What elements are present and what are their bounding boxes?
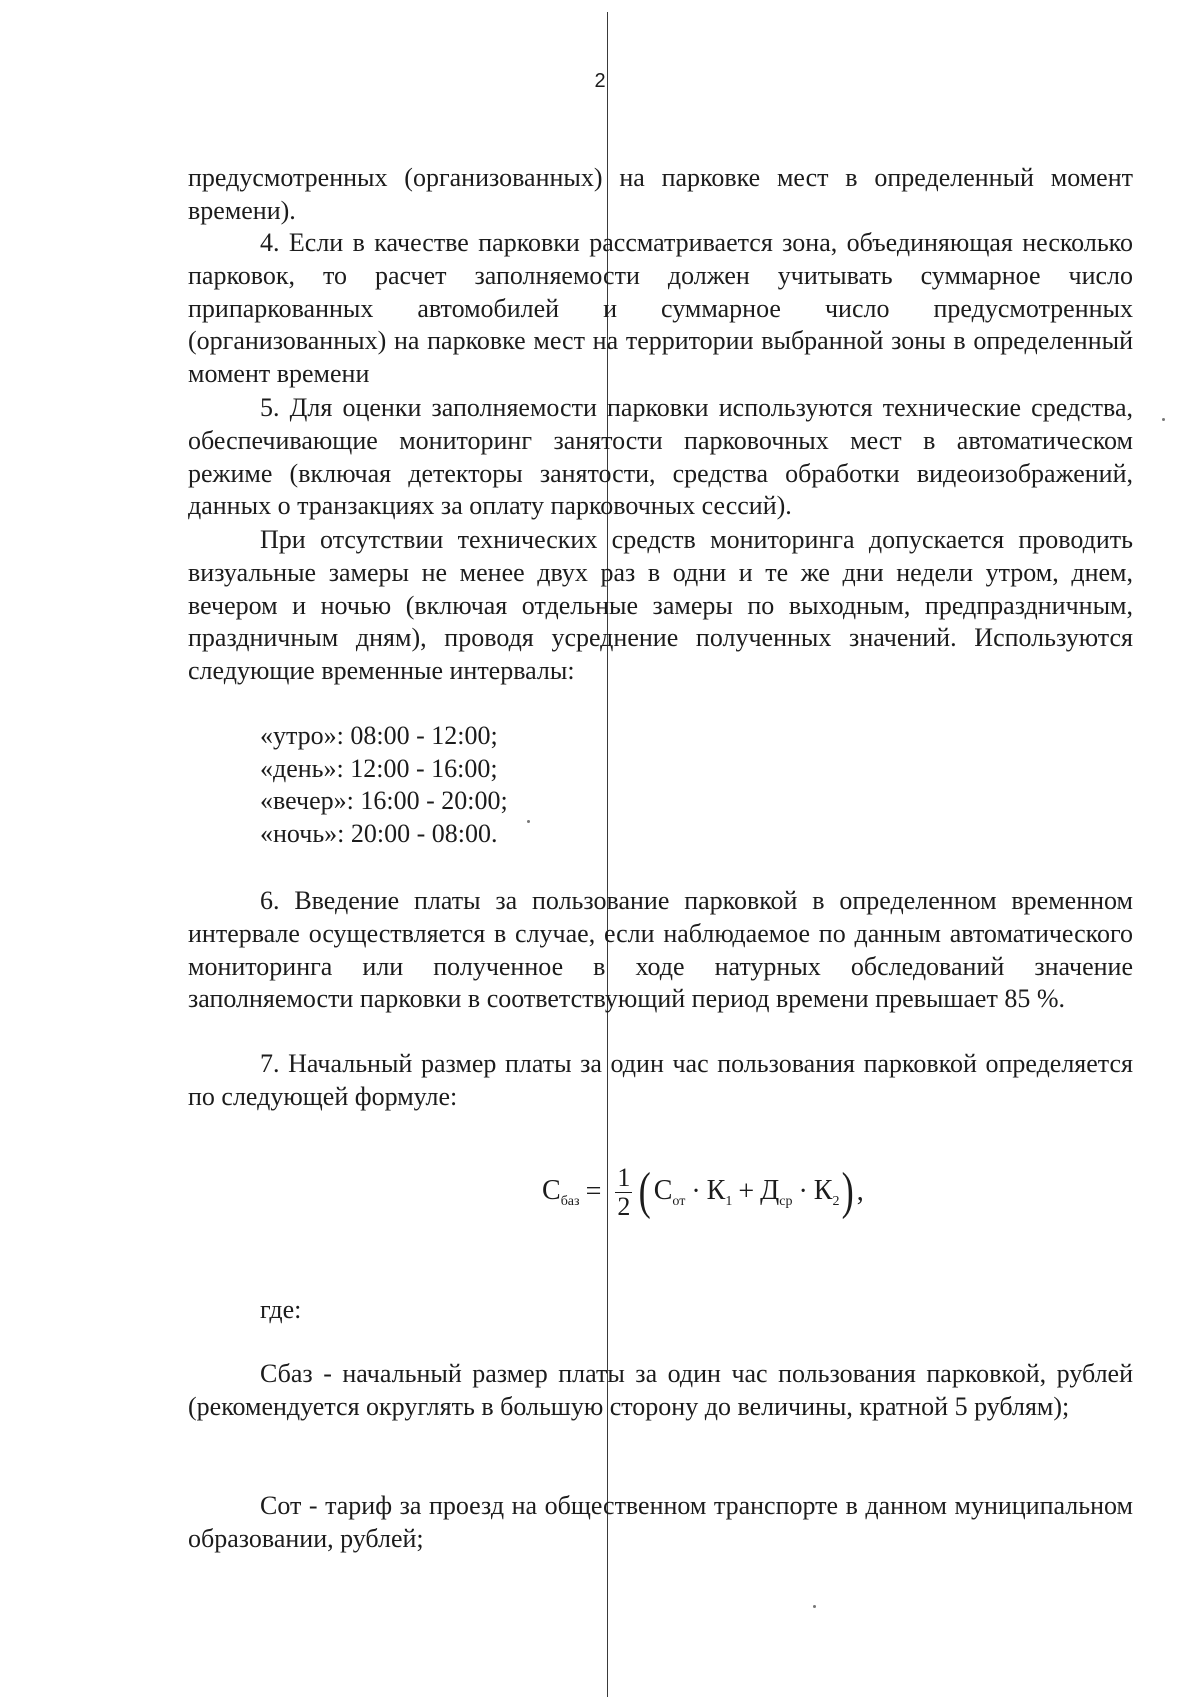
interval-day: «день»: 12:00 - 16:00;: [260, 753, 498, 783]
page-number: 2: [594, 70, 606, 92]
time-interval-list: [260, 720, 508, 850]
base-fee-formula: [542, 1152, 864, 1232]
paragraph-item-6: 6. Введение платы за пользование парковкой в определенном временном интервале осуществляется в случае, если наблюдаемое по данным автоматического мониторинга или полученное в ходе натурных обследований значение заполняемости парковки в соответствующий период времени превышает 85 %.: [188, 886, 1133, 1014]
interval-evening: «вечер»: 16:00 - 20:00;: [260, 786, 508, 815]
formula-open-paren: (: [638, 1163, 652, 1220]
paragraph-item-7: 7. Начальный размер платы за один час пользования парковкой определяется по следующей формуле:: [188, 1049, 1133, 1111]
formula-k1: $К_1$: [706, 1174, 733, 1209]
paragraph-continuation: предусмотренных (организованных) на парковке мест в определенный момент времени).: [188, 163, 1133, 225]
scan-speck: [813, 1605, 816, 1608]
interval-morning: «утро»: 08:00 - 12:00;: [260, 721, 498, 750]
paragraph-item-4: 4. Если в качестве парковки рассматривается зона, объединяющая несколько парковок, то расчет заполняемости должен учитывать суммарное число припаркованных автомобилей и суммарное число предусмотренных (организованных) на парковке мест на территории выбранной зоны в определенный момент времени: [188, 228, 1133, 389]
formula-denominator: 2: [617, 1191, 631, 1221]
formula-k2: $К_2$: [813, 1174, 840, 1209]
paragraph-visual-measurements: При отсутствии технических средств мониторинга допускается проводить визуальные замеры не менее двух раз в одни и те же дни недели утром, днем, вечером и ночью (включая отдельные замеры по выходным, предпраздничным, праздничным дням), проводя усреднение полученных значений. Используются следующие временные интервалы:: [188, 525, 1133, 686]
scan-speck: [1162, 418, 1165, 421]
formula-equals: =: [585, 1176, 602, 1207]
formula-close-paren: ): [842, 1163, 855, 1220]
formula-dot-2: ·: [798, 1176, 808, 1207]
where-label: где:: [260, 1295, 302, 1324]
formula-dot-1: ·: [691, 1176, 701, 1207]
formula-fraction: [615, 1164, 632, 1221]
formula-d-sr: $Д_{ср}$: [760, 1174, 793, 1209]
definition-cot: Сот - тариф за проезд на общественном транспорте в данном муниципальном образовании, рублей;: [188, 1491, 1133, 1553]
definition-cbaz: Сбаз - начальный размер платы за один час пользования парковкой, рублей (рекомендуется округлять в большую сторону до величины, кратной 5 рублям);: [188, 1359, 1133, 1421]
formula-numerator: 1: [617, 1162, 631, 1192]
paragraph-item-5: 5. Для оценки заполняемости парковки используются технические средства, обеспечивающие мониторинг занятости парковочных мест в автоматическом режиме (включая детекторы занятости, средства обработки видеоизображений, данных о транзакциях за оплату парковочных сессий).: [188, 393, 1133, 521]
formula-plus: +: [738, 1176, 755, 1207]
formula-c-ot: $С_{от}$: [653, 1174, 686, 1209]
formula-lhs: $С_{баз}$: [542, 1174, 580, 1209]
scan-speck: [527, 820, 530, 823]
interval-night: «ночь»: 20:00 - 08:00.: [260, 818, 498, 848]
formula-trailing-comma: ,: [856, 1176, 864, 1207]
